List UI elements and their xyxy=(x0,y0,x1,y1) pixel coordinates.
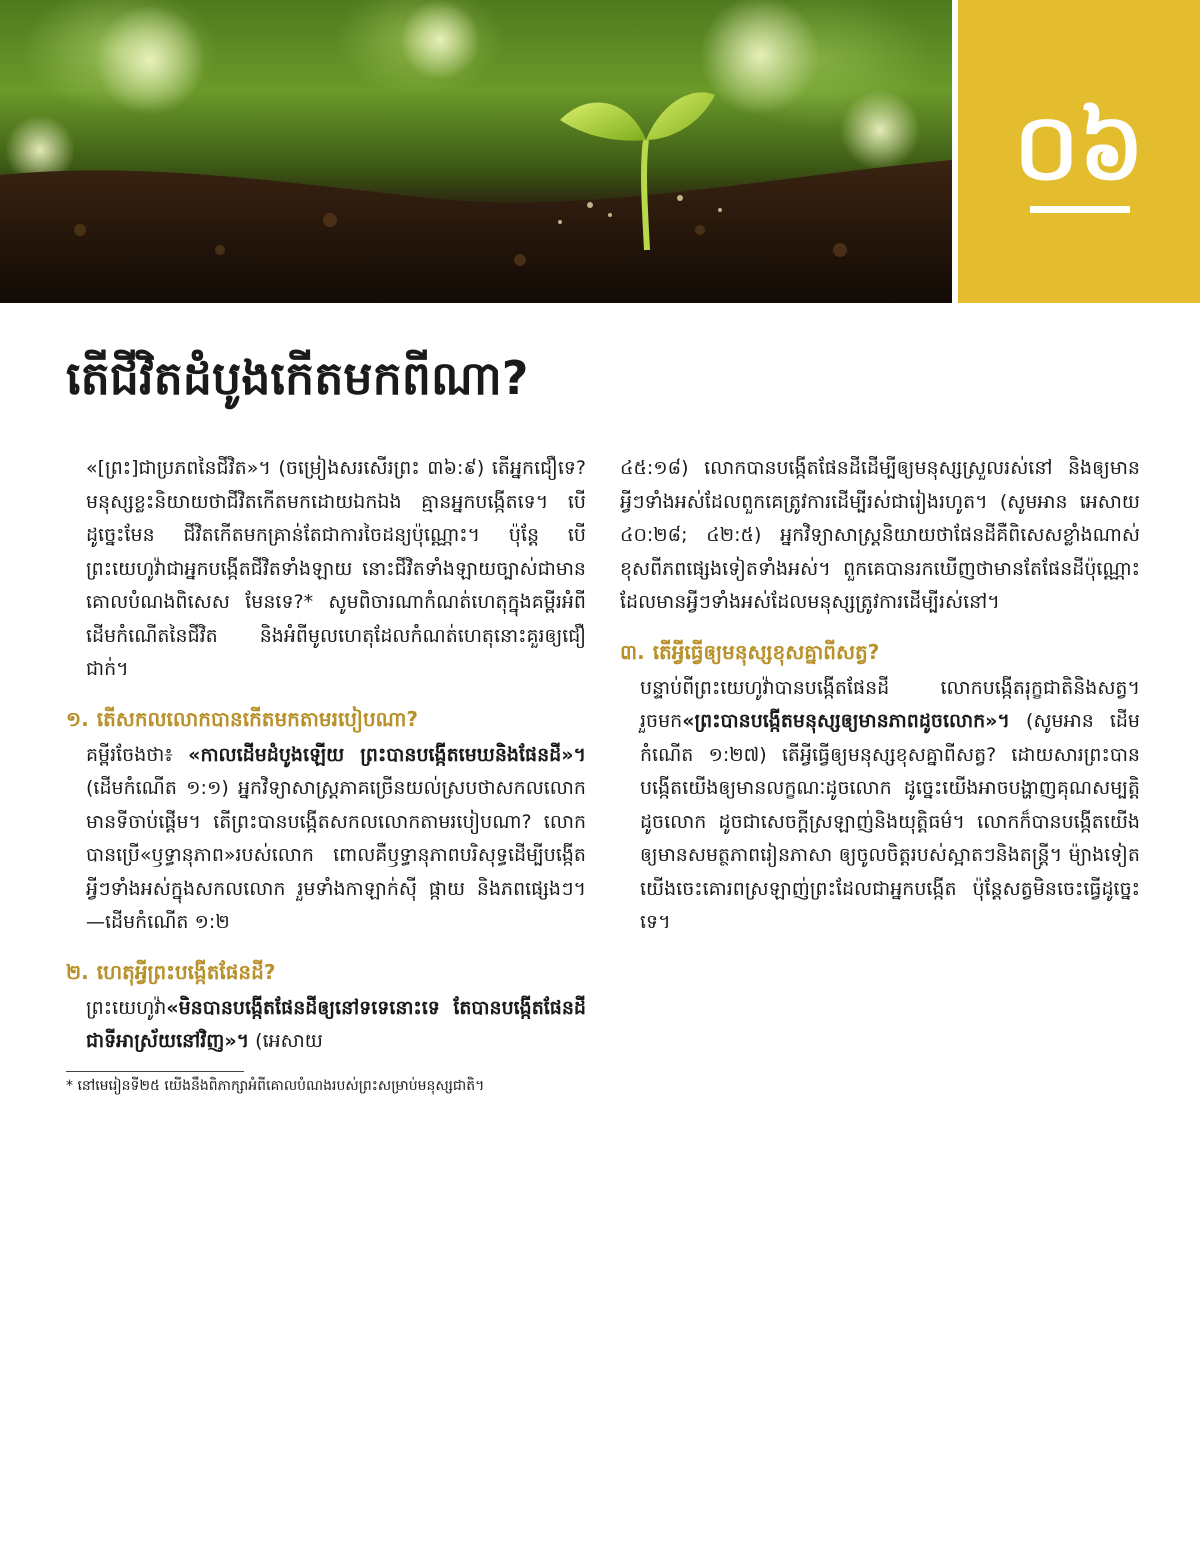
section-2-number: ២. xyxy=(66,959,89,984)
right-column xyxy=(620,452,1140,940)
hero-image xyxy=(0,0,952,303)
section-3-number: ៣. xyxy=(620,639,645,664)
section-2-body: (អេសាយ xyxy=(249,1030,323,1052)
section-1-body: (ដើមកំណើត ១:១) អ្នកវិទ្យាសាស្ត្រភាគច្រើនយល់ស្របថាសកលលោកមានទីចាប់ផ្ដើម។ តើព្រះបានបង្កើតសកលលោកតាមរបៀបណា? លោកបានប្រើ«ឫទ្ធានុភាព»របស់លោក ពោលគឺឫទ្ធានុភាពបរិសុទ្ធដើម្បីបង្កើតអ្វីៗទាំងអស់ក្នុងសកលលោក រួមទាំងកាឡាក់ស៊ី ផ្កាយ និងភពផ្សេងៗ។—ដើមកំណើត ១:២ xyxy=(86,777,586,933)
section-3-title: តើអ្វីធ្វើឲ្យមនុស្សខុសគ្នាពីសត្វ? xyxy=(652,639,880,664)
footnote: * នៅមេរៀនទី២៥ យើងនឹងពិភាក្សាអំពីគោលបំណងរបស់ព្រះសម្រាប់មនុស្សជាតិ។ xyxy=(66,1077,485,1094)
section-1-quote: «កាលដើមដំបូងឡើយ ព្រះបានបង្កើតមេឃនិងផែនដី»។ xyxy=(188,743,586,766)
section-1-lead: គម្ពីរចែងថា៖ xyxy=(86,743,189,766)
section-1-title: តើសកលលោកបានកើតមកតាមរបៀបណា? xyxy=(96,706,419,731)
seedling-illustration xyxy=(0,0,952,303)
left-column xyxy=(66,452,586,1100)
section-2-quote: «មិនបានបង្កើតផែនដីឲ្យនៅទទេនោះទេ តែបានបង្កើតផែនដីជាទីអាស្រ័យនៅវិញ»។ xyxy=(86,996,586,1052)
section-3-body: (សូមអាន ដើមកំណើត ១:២៧) តើអ្វីធ្វើឲ្យមនុស្សខុសគ្នាពីសត្វ? ដោយសារព្រះបានបង្កើតយើងឲ្យមានលក្ខណៈដូចលោក ដូច្នេះយើងអាចបង្ហាញគុណសម្បត្តិដូចលោក ដូចជាសេចក្ដីស្រឡាញ់និងយុត្តិធម៌។ លោកក៏បានបង្កើតយើងឲ្យមានសមត្ថភាពរៀនភាសា ឲ្យចូលចិត្តរបស់ស្អាតៗនិងតន្ត្រី។ ម៉្យាងទៀត យើងចេះគោរពស្រឡាញ់ព្រះដែលជាអ្នកបង្កើត ប៉ុន្តែសត្វមិនចេះធ្វើដូច្នេះទេ។ xyxy=(640,710,1140,933)
section-1-number: ១. xyxy=(66,706,89,731)
section-2-heading xyxy=(66,952,586,992)
lesson-number-badge xyxy=(958,0,1200,303)
section-2-lead: ព្រះយេហូវ៉ា xyxy=(86,996,167,1019)
section-1-heading xyxy=(66,699,586,739)
section-3-heading xyxy=(620,632,1140,672)
intro-paragraph: «[ព្រះ]ជាប្រភពនៃជីវិត»។ (ចម្រៀងសរសើរព្រះ ៣៦:៩) តើអ្នកជឿទេ? មនុស្សខ្លះនិយាយថាជីវិតកើតមកដោយឯកឯង គ្មានអ្នកបង្កើតទេ។ បើដូច្នេះមែន ជីវិតកើតមកគ្រាន់តែជាការចៃដន្យប៉ុណ្ណោះ។ ប៉ុន្តែ បើព្រះយេហូវ៉ាជាអ្នកបង្កើតជីវិតទាំងឡាយ នោះជីវិតទាំងឡាយច្បាស់ជាមានគោលបំណងពិសេស មែនទេ?* សូមពិចារណាកំណត់ហេតុក្នុងគម្ពីរអំពីដើមកំណើតនៃជីវិត និងអំពីមូលហេតុដែលកំណត់ហេតុនោះគួរឲ្យជឿជាក់។ xyxy=(86,457,586,680)
section-3-lead: បន្ទាប់ពីព្រះយេហូវ៉ាបានបង្កើតផែនដី លោកបង្កើតរុក្ខជាតិនិងសត្វ។ រួចមក xyxy=(640,676,1140,732)
section-2-paragraph xyxy=(66,992,586,1059)
page-title: តើជីវិតដំបូងកើតមកពីណា? xyxy=(66,351,529,405)
section-2-continuation: ៤៥:១៨) លោកបានបង្កើតផែនដីដើម្បីឲ្យមនុស្សស្រួលរស់នៅ និងឲ្យមានអ្វីៗទាំងអស់ដែលពួកគេត្រូវការដើម្បីរស់ជារៀងរហូត។ (សូមអាន អេសាយ ៤០:២៨; ៤២:៥) អ្នកវិទ្យាសាស្ត្រនិយាយថាផែនដីគឺពិសេសខ្លាំងណាស់ ខុសពីភពផ្សេងទៀតទាំងអស់។ ពួកគេបានរកឃើញថាមានតែផែនដីប៉ុណ្ណោះ ដែលមានអ្វីៗទាំងអស់ដែលមនុស្សត្រូវការដើម្បីរស់នៅ។ xyxy=(620,457,1140,613)
section-1-paragraph xyxy=(66,739,586,940)
section-2-title: ហេតុអ្វីព្រះបង្កើតផែនដី? xyxy=(96,959,276,984)
section-3-quote: «ព្រះបានបង្កើតមនុស្សឲ្យមានភាពដូចលោក»។ xyxy=(682,710,1010,732)
badge-underline xyxy=(1030,206,1130,213)
lesson-number: ០៦ xyxy=(1013,94,1145,201)
section-3-paragraph xyxy=(620,672,1140,940)
